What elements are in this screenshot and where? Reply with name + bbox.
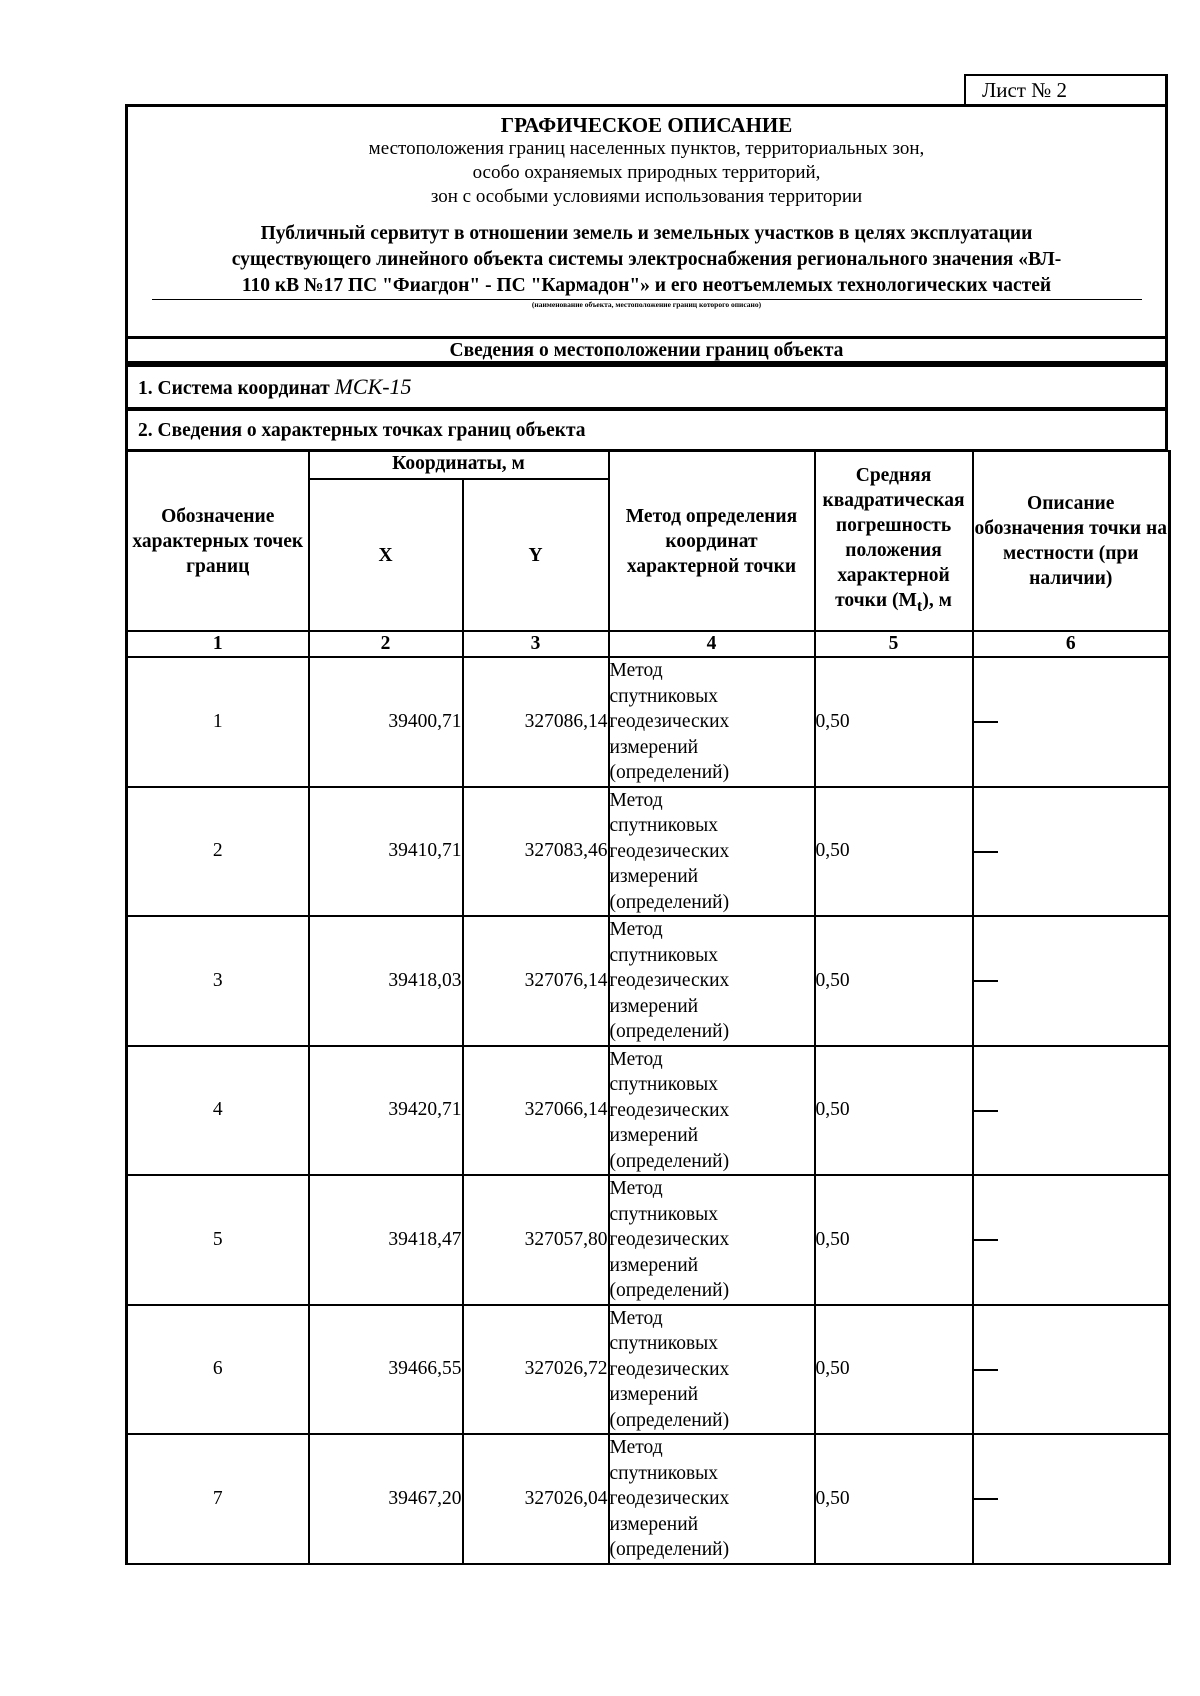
col-number: 2 bbox=[309, 631, 463, 657]
table-row bbox=[127, 916, 1170, 1046]
method-line: геодезических bbox=[609, 1488, 730, 1509]
header-y: Y bbox=[463, 479, 609, 631]
subtitle-line-2: особо охраняемых природных территорий, bbox=[472, 162, 821, 183]
method-line: измерений bbox=[609, 1254, 699, 1276]
point-error: 0,50 bbox=[815, 657, 973, 787]
method-line: (определений) bbox=[609, 1280, 730, 1301]
points-title: 2. Сведения о характерных точках границ объекта bbox=[125, 408, 1168, 452]
point-x: 39466,55 bbox=[309, 1305, 463, 1435]
point-x: 39410,71 bbox=[309, 787, 463, 917]
point-id: 4 bbox=[127, 1046, 309, 1176]
location-title: Сведения о местоположении границ объекта bbox=[125, 336, 1168, 366]
table-row bbox=[127, 787, 1170, 917]
method-line: Метод bbox=[609, 1307, 663, 1329]
dash-icon bbox=[974, 1110, 998, 1112]
table-row bbox=[127, 1305, 1170, 1435]
method-line: Метод bbox=[609, 1048, 663, 1070]
point-x: 39418,47 bbox=[309, 1175, 463, 1305]
subtitle-line-3: зон с особыми условиями использования территории bbox=[430, 186, 863, 207]
method-line: (определений) bbox=[609, 1150, 730, 1172]
point-y: 327083,46 bbox=[463, 787, 609, 917]
point-error: 0,50 bbox=[815, 1175, 973, 1305]
coord-system-label: 1. Система координат bbox=[138, 378, 330, 399]
table-row bbox=[127, 1046, 1170, 1176]
point-x: 39418,03 bbox=[309, 916, 463, 1046]
header-coords: Координаты, м bbox=[309, 451, 609, 479]
point-error: 0,50 bbox=[815, 1046, 973, 1176]
point-description bbox=[973, 1175, 1170, 1305]
dash-icon bbox=[974, 1369, 998, 1371]
col-number: 3 bbox=[463, 631, 609, 657]
coord-system bbox=[125, 364, 1168, 410]
table-row bbox=[127, 657, 1170, 787]
header-error-text: Средняя квадратическая погрешность положения характерной точки (M bbox=[822, 465, 965, 612]
method-line: (определений) bbox=[609, 1539, 730, 1560]
sheet-number: Лист № 2 bbox=[964, 74, 1168, 106]
method-line: Метод bbox=[609, 789, 663, 811]
method-line: спутниковых bbox=[609, 1074, 719, 1095]
point-method bbox=[609, 657, 815, 787]
method-line: геодезических bbox=[609, 970, 730, 991]
header-error-sub: t bbox=[916, 596, 923, 615]
col-number: 6 bbox=[973, 631, 1170, 657]
point-description bbox=[973, 787, 1170, 917]
point-error: 0,50 bbox=[815, 787, 973, 917]
method-line: измерений bbox=[609, 866, 699, 887]
method-line: спутниковых bbox=[609, 685, 719, 707]
object-line-2: существующего линейного объекта системы электроснабжения регионального значения «ВЛ- bbox=[231, 249, 1062, 270]
header-method: Метод определения координат характерной точки bbox=[609, 451, 815, 631]
point-y: 327076,14 bbox=[463, 916, 609, 1046]
point-x: 39467,20 bbox=[309, 1434, 463, 1564]
point-y: 327057,80 bbox=[463, 1175, 609, 1305]
method-line: (определений) bbox=[609, 762, 730, 783]
dash-icon bbox=[974, 851, 998, 853]
document-header bbox=[125, 104, 1168, 364]
method-line: измерений bbox=[609, 1513, 699, 1535]
point-description bbox=[973, 657, 1170, 787]
subtitle-line-1: местоположения границ населенных пунктов, территориальных зон, bbox=[368, 138, 925, 159]
points-table bbox=[125, 450, 1171, 1565]
method-line: геодезических bbox=[609, 840, 730, 862]
method-line: измерений bbox=[609, 1125, 699, 1146]
point-id: 6 bbox=[127, 1305, 309, 1435]
method-line: измерений bbox=[609, 995, 699, 1017]
method-line: (определений) bbox=[609, 1409, 730, 1431]
object-name bbox=[128, 221, 1165, 299]
method-line: спутниковых bbox=[609, 1333, 719, 1354]
point-description bbox=[973, 1046, 1170, 1176]
object-line-1: Публичный сервитут в отношении земель и земельных участков в целях эксплуатации bbox=[260, 223, 1033, 244]
document-title: ГРАФИЧЕСКОЕ ОПИСАНИЕ bbox=[500, 113, 793, 137]
point-error: 0,50 bbox=[815, 1434, 973, 1564]
object-note: (наименование объекта, местоположение границ которого описано) bbox=[531, 300, 762, 309]
point-id: 2 bbox=[127, 787, 309, 917]
method-line: измерений bbox=[609, 736, 699, 758]
point-x: 39420,71 bbox=[309, 1046, 463, 1176]
header-error bbox=[815, 451, 973, 631]
point-x: 39400,71 bbox=[309, 657, 463, 787]
method-line: спутниковых bbox=[609, 1462, 719, 1484]
header-error-tail: ), м bbox=[922, 590, 952, 612]
point-id: 5 bbox=[127, 1175, 309, 1305]
header-description: Описание обозначения точки на местности (при наличии) bbox=[973, 451, 1170, 631]
dash-icon bbox=[974, 1498, 998, 1500]
col-number: 5 bbox=[815, 631, 973, 657]
method-line: Метод bbox=[609, 1437, 663, 1458]
point-id: 3 bbox=[127, 916, 309, 1046]
method-line: Метод bbox=[609, 660, 663, 681]
point-method bbox=[609, 787, 815, 917]
method-line: геодезических bbox=[609, 711, 730, 732]
method-line: Метод bbox=[609, 919, 663, 940]
method-line: геодезических bbox=[609, 1358, 730, 1380]
dash-icon bbox=[974, 721, 998, 723]
point-method bbox=[609, 1046, 815, 1176]
header-designation: Обозначение характерных точек границ bbox=[127, 451, 309, 631]
method-line: (определений) bbox=[609, 891, 730, 913]
method-line: спутниковых bbox=[609, 1203, 719, 1225]
dash-icon bbox=[974, 980, 998, 982]
method-line: (определений) bbox=[609, 1021, 730, 1042]
point-y: 327066,14 bbox=[463, 1046, 609, 1176]
points-rows bbox=[127, 657, 1170, 1564]
col-number: 4 bbox=[609, 631, 815, 657]
point-description bbox=[973, 916, 1170, 1046]
point-error: 0,50 bbox=[815, 916, 973, 1046]
coord-system-value: МСК-15 bbox=[334, 374, 412, 399]
point-id: 1 bbox=[127, 657, 309, 787]
method-line: геодезических bbox=[609, 1099, 730, 1121]
point-y: 327026,04 bbox=[463, 1434, 609, 1564]
point-y: 327086,14 bbox=[463, 657, 609, 787]
method-line: Метод bbox=[609, 1178, 663, 1199]
point-method bbox=[609, 1434, 815, 1564]
col-number: 1 bbox=[127, 631, 309, 657]
header-x: X bbox=[309, 479, 463, 631]
point-method bbox=[609, 1305, 815, 1435]
point-id: 7 bbox=[127, 1434, 309, 1564]
point-description bbox=[973, 1434, 1170, 1564]
object-line-3: 110 кВ №17 ПС "Фиагдон" - ПС "Кармадон"» и его неотъемлемых технологических частей bbox=[241, 275, 1052, 296]
point-description bbox=[973, 1305, 1170, 1435]
method-line: измерений bbox=[609, 1384, 699, 1405]
method-line: спутниковых bbox=[609, 944, 719, 966]
point-y: 327026,72 bbox=[463, 1305, 609, 1435]
method-line: спутниковых bbox=[609, 815, 719, 836]
point-error: 0,50 bbox=[815, 1305, 973, 1435]
point-method bbox=[609, 1175, 815, 1305]
table-row bbox=[127, 1175, 1170, 1305]
method-line: геодезических bbox=[609, 1229, 730, 1250]
point-method bbox=[609, 916, 815, 1046]
dash-icon bbox=[974, 1239, 998, 1241]
table-row bbox=[127, 1434, 1170, 1564]
